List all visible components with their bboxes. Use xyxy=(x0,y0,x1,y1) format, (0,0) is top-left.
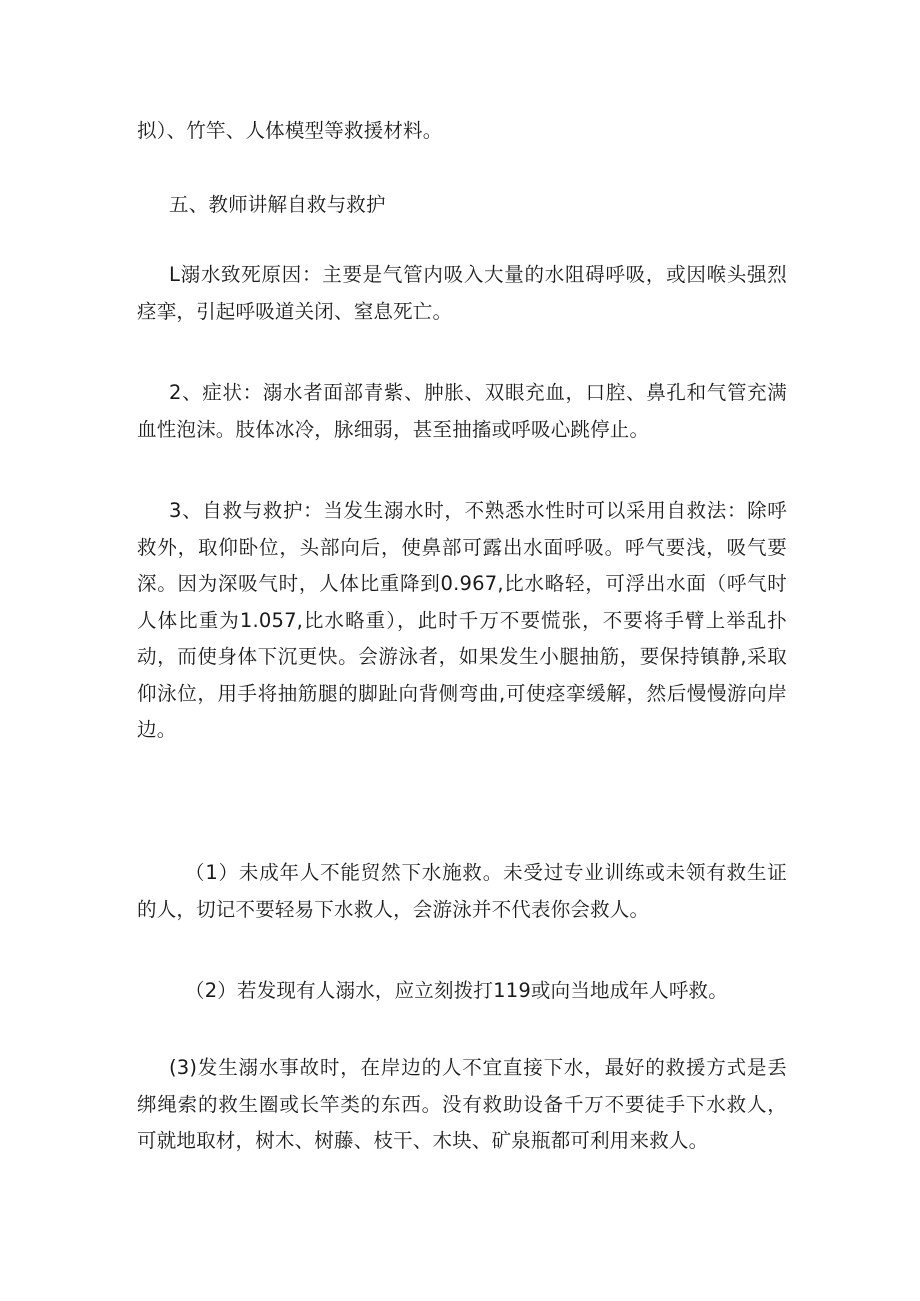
section-heading-self-rescue: 五、教师讲解自救与救护 xyxy=(169,193,386,216)
paragraph-rule-2: （2）若发现有人溺水，应立刻拨打119或向当地成年人呼救。 xyxy=(185,979,728,1002)
paragraph-materials-continuation: 拟）、竹竿、人体模型等救援材料。 xyxy=(137,119,443,142)
paragraph-symptoms: 2、症状：溺水者面部青紫、肿胀、双眼充血，口腔、鼻孔和气管充满血性泡沫。肢体冰冷，脉细弱，甚至抽搐或呼吸心跳停止。 xyxy=(137,381,787,441)
paragraph-self-rescue: 3、自救与救护：当发生溺水时，不熟悉水性时可以采用自救法：除呼救外，取仰卧位，头部向后，使鼻部可露出水面呼吸。呼气要浅，吸气要深。因为深吸气时，人体比重降到0.967,比水略轻，可浮出水面（呼气时人体比重为1.057,比水略重），此时千万不要慌张，不要将手臂上举乱扑动，而使身体下沉更快。会游泳者，如果发生小腿抽筋，要保持镇静,采取仰泳位，用手将抽筋腿的脚趾向背侧弯曲,可使痉挛缓解，然后慢慢游向岸边。 xyxy=(137,499,787,741)
paragraph-rule-3: (3)发生溺水事故时，在岸边的人不宜直接下水，最好的救援方式是丢绑绳索的救生圈或长竿类的东西。没有救助设备千万不要徒手下水救人，可就地取材，树木、树藤、枝干、木块、矿泉瓶都可利用来救人。 xyxy=(137,1056,787,1152)
paragraph-rule-1: （1）未成年人不能贸然下水施救。未受过专业训练或未领有救生证的人，切记不要轻易下水救人，会游泳并不代表你会救人。 xyxy=(137,861,787,921)
paragraph-cause-of-death: L溺水致死原因：主要是气管内吸入大量的水阻碍呼吸，或因喉头强烈痉挛，引起呼吸道关闭、窒息死亡。 xyxy=(137,263,787,323)
